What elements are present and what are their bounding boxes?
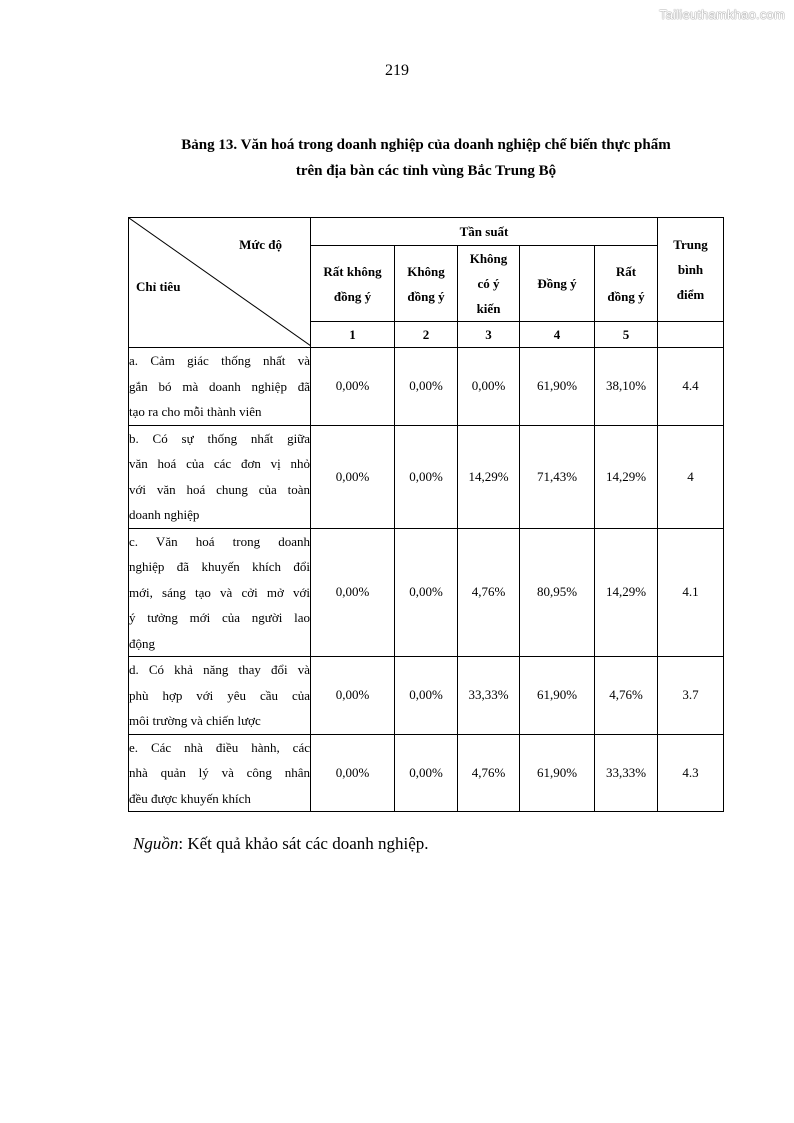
level-header-1: Rất không đồng ý [311,246,395,322]
average-cell: 4.4 [658,348,724,426]
page-number: 219 [385,62,409,79]
average-cell: 4.3 [658,734,724,812]
table-row [129,425,724,528]
value-cell: 0,00% [311,734,395,812]
average-cell: 3.7 [658,657,724,735]
survey-table [128,217,724,812]
level-code-3: 3 [458,322,520,348]
value-cell: 0,00% [395,348,458,426]
value-cell: 61,90% [520,657,595,735]
level-header-2: Không đồng ý [395,246,458,322]
criteria-cell: d. Có khả năng thay đổi và phù hợp với yêu cầu của môi trường và chiến lược [129,657,311,735]
average-cell: 4.1 [658,528,724,657]
criteria-cell: e. Các nhà điều hành, các nhà quản lý và công nhân đều được khuyến khích [129,734,311,812]
table-row [129,657,724,735]
level-code-1: 1 [311,322,395,348]
source-note [133,834,429,854]
criteria-cell: b. Có sự thống nhất giữa văn hoá của các đơn vị nhỏ với văn hoá chung của toàn doanh nghiệp [129,425,311,528]
source-label: Nguồn [133,834,179,853]
corner-label-level: Mức độ [239,237,282,252]
source-text: : Kết quả khảo sát các doanh nghiệp. [178,834,429,853]
table-row [129,348,724,426]
level-header-5: Rất đồng ý [595,246,658,322]
average-cell: 4 [658,425,724,528]
value-cell: 61,90% [520,734,595,812]
value-cell: 0,00% [395,528,458,657]
value-cell: 14,29% [595,528,658,657]
level-header-3: Không có ý kiến [458,246,520,322]
criteria-cell: a. Cảm giác thống nhất và gắn bó mà doanh nghiệp đã tạo ra cho mỗi thành viên [129,348,311,426]
average-code-empty [658,322,724,348]
value-cell: 80,95% [520,528,595,657]
value-cell: 0,00% [311,528,395,657]
table-row [129,528,724,657]
value-cell: 0,00% [395,734,458,812]
frequency-header: Tần suất [311,218,658,246]
table-row [129,734,724,812]
value-cell: 0,00% [311,657,395,735]
value-cell: 4,76% [458,734,520,812]
value-cell: 14,29% [458,425,520,528]
criteria-cell: c. Văn hoá trong doanh nghiệp đã khuyến khích đổi mới, sáng tạo và cởi mở với ý tưởng mới của người lao động [129,528,311,657]
value-cell: 33,33% [458,657,520,735]
table-title-line-2: trên địa bàn các tỉnh vùng Bắc Trung Bộ [295,163,557,179]
average-header: Trung bình điểm [658,218,724,322]
level-header-4: Đồng ý [520,246,595,322]
value-cell: 33,33% [595,734,658,812]
watermark: Tailieuthamkhao.com [659,7,785,22]
corner-label-criteria: Chỉ tiêu [136,279,181,294]
level-code-5: 5 [595,322,658,348]
value-cell: 4,76% [458,528,520,657]
value-cell: 38,10% [595,348,658,426]
value-cell: 14,29% [595,425,658,528]
table-title [0,132,794,184]
value-cell: 0,00% [311,425,395,528]
value-cell: 4,76% [595,657,658,735]
table-title-line-1: Bảng 13. Văn hoá trong doanh nghiệp của doanh nghiệp chế biến thực phẩm [181,137,671,153]
value-cell: 0,00% [395,425,458,528]
diagonal-header-cell [129,218,311,348]
value-cell: 61,90% [520,348,595,426]
level-code-2: 2 [395,322,458,348]
value-cell: 0,00% [458,348,520,426]
value-cell: 0,00% [311,348,395,426]
level-code-4: 4 [520,322,595,348]
value-cell: 0,00% [395,657,458,735]
value-cell: 71,43% [520,425,595,528]
